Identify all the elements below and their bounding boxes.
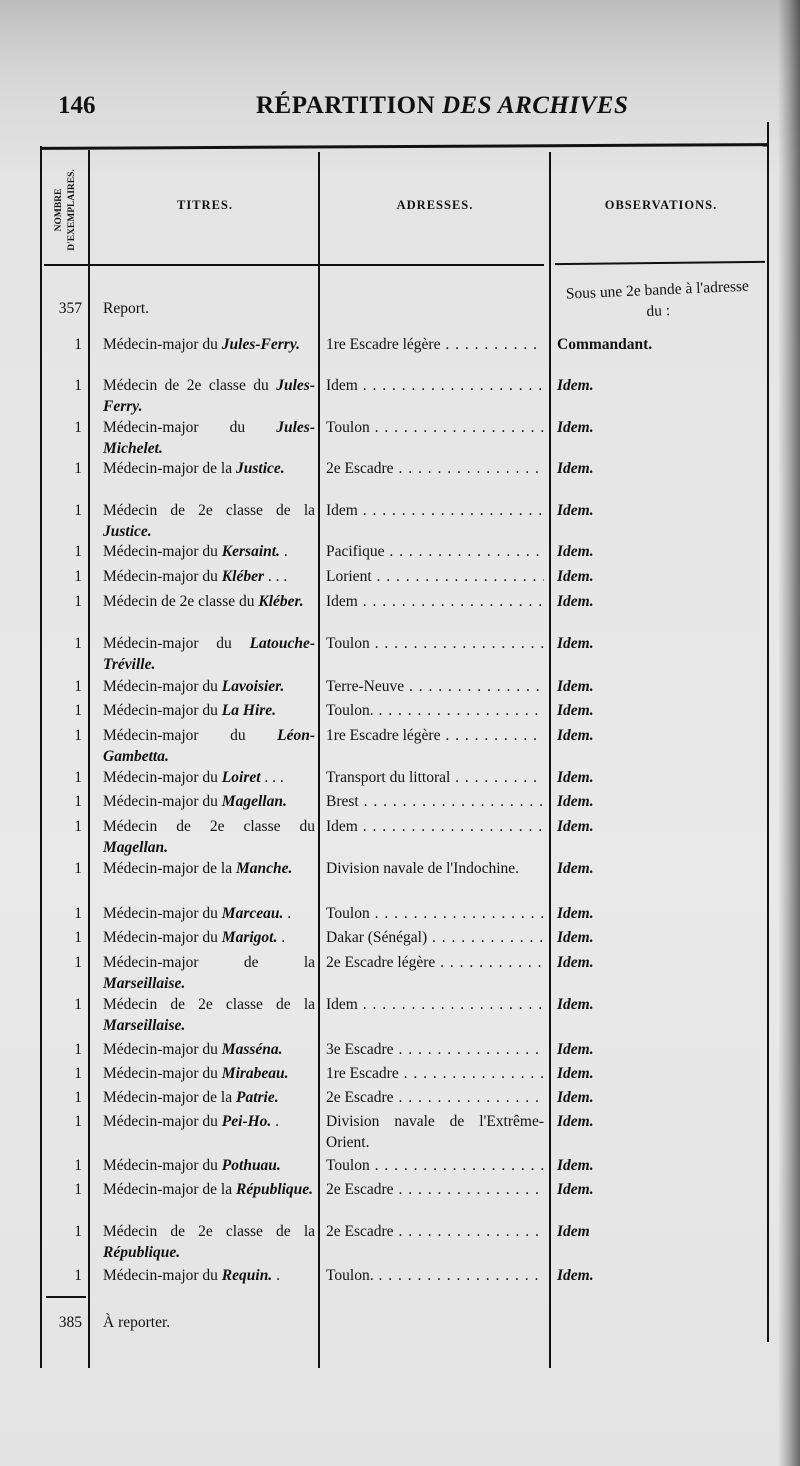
row-address xyxy=(326,725,544,746)
row-title xyxy=(103,1155,315,1176)
row-observation: Commandant. xyxy=(557,336,653,353)
row-ship-name: Marseillaise. xyxy=(103,975,186,992)
page-number: 146 xyxy=(58,92,96,119)
row-address-text: Transport du littoral xyxy=(326,769,451,786)
row-ship-name: Loiret xyxy=(221,769,261,786)
leader-dots xyxy=(440,727,544,744)
row-address-text: 1re Escadre légère xyxy=(326,336,441,353)
row-count: 1 xyxy=(74,727,82,744)
row-count: 1 xyxy=(74,502,82,519)
row-address xyxy=(326,791,544,812)
row-observation: Idem. xyxy=(557,769,594,786)
row-title-text: Médecin-major du xyxy=(103,568,222,585)
row-count: 1 xyxy=(74,1041,82,1058)
row-observation: Idem. xyxy=(557,635,594,652)
row-title-text: Médecin-major du xyxy=(103,769,222,786)
count-header-line2: D'EXEMPLAIRES. xyxy=(67,169,77,251)
row-ship-name: Kléber xyxy=(221,568,264,585)
leader-dots xyxy=(385,543,544,560)
row-title xyxy=(103,1179,315,1200)
row-address xyxy=(326,375,544,396)
leader-dots xyxy=(435,954,544,971)
row-title-text: Médecin-major du xyxy=(103,905,222,922)
leader-dots xyxy=(370,635,544,652)
header-bottom-rule-left xyxy=(44,264,544,266)
row-count: 1 xyxy=(74,793,82,810)
row-title xyxy=(103,676,315,697)
row-address-text: Idem xyxy=(326,818,358,835)
row-count: 1 xyxy=(74,769,82,786)
row-address-text: Dakar (Sénégal) xyxy=(326,929,428,946)
row-title xyxy=(103,725,315,767)
row-ship-name: Jules-Ferry. xyxy=(221,336,301,353)
row-observation: Idem xyxy=(557,1223,590,1240)
carry-label: À reporter. xyxy=(103,1314,171,1331)
leader-dots xyxy=(440,336,544,353)
row-address-text: Pacifique xyxy=(326,543,385,560)
row-ship-name: Jules-Michelet. xyxy=(103,419,315,457)
row-title-text: Médecin-major du xyxy=(103,336,222,353)
page-edge-shadow xyxy=(778,0,800,1466)
row-address xyxy=(326,458,544,479)
row-title-suffix: . . . xyxy=(263,568,288,585)
row-ship-name: Léon-Gambetta. xyxy=(103,727,315,765)
row-address-text: Idem xyxy=(326,502,358,519)
row-title xyxy=(103,791,315,812)
titres-col-rule xyxy=(318,152,320,1368)
running-head-part2: DES ARCHIVES xyxy=(441,92,629,119)
row-count: 1 xyxy=(74,702,82,719)
row-count: 1 xyxy=(74,905,82,922)
row-address-text: Toulon xyxy=(326,1157,370,1174)
row-address-text: 1re Escadre xyxy=(326,1065,399,1082)
leader-dots xyxy=(394,1223,544,1240)
row-ship-name: Marigot. xyxy=(221,929,278,946)
row-address xyxy=(326,1265,544,1286)
column-header-observations: OBSERVATIONS. xyxy=(604,198,718,212)
carry-count: 385 xyxy=(58,1314,82,1331)
count-col-rule xyxy=(88,150,90,1368)
row-title-text: Médecin de 2e classe de la xyxy=(103,996,315,1013)
row-address xyxy=(326,700,544,721)
row-title-text: Médecin-major du xyxy=(103,635,250,652)
row-address xyxy=(326,858,544,879)
row-observation: Idem. xyxy=(557,1267,594,1284)
row-title-text: Médecin-major de la xyxy=(103,954,315,971)
row-address xyxy=(326,816,544,837)
row-title xyxy=(103,541,315,562)
row-title xyxy=(103,994,315,1036)
row-address xyxy=(326,1111,544,1153)
row-ship-name: Marseillaise. xyxy=(103,1017,186,1034)
row-title xyxy=(103,816,315,858)
column-header-count xyxy=(44,160,88,260)
row-address xyxy=(326,994,544,1015)
leader-dots xyxy=(358,996,544,1013)
report-observation: Sous une 2e bande à l'adresse du : xyxy=(565,277,750,321)
running-head xyxy=(256,92,628,120)
row-address xyxy=(326,633,544,654)
row-title-suffix: . xyxy=(272,1267,280,1284)
row-address-text: Toulon. xyxy=(326,702,374,719)
row-ship-name: Justice. xyxy=(103,523,152,540)
row-title xyxy=(103,927,315,948)
row-ship-name: Kléber. xyxy=(258,593,304,610)
row-observation: Idem. xyxy=(557,905,594,922)
row-title-suffix: . xyxy=(283,905,292,922)
row-address-text: Idem xyxy=(326,593,358,610)
row-title xyxy=(103,700,315,721)
count-header-line1: NOMBRE xyxy=(54,188,64,232)
row-observation: Idem. xyxy=(557,954,594,971)
row-count: 1 xyxy=(74,460,82,477)
row-count: 1 xyxy=(74,1157,82,1174)
row-title-text: Médecin-major du xyxy=(103,929,222,946)
row-ship-name: Patrie. xyxy=(235,1089,279,1106)
row-observation: Idem. xyxy=(557,543,594,560)
row-title-suffix: . xyxy=(277,929,286,946)
row-address xyxy=(326,1179,544,1200)
row-observation: Idem. xyxy=(557,996,594,1013)
row-title xyxy=(103,1039,315,1060)
row-title xyxy=(103,952,315,994)
leader-dots xyxy=(358,593,544,610)
row-address xyxy=(326,417,544,438)
row-ship-name: Pei-Ho. xyxy=(221,1113,272,1130)
row-title-text: Médecin-major de la xyxy=(103,860,236,877)
row-title-suffix: . . . xyxy=(260,769,284,786)
row-title xyxy=(103,767,315,788)
row-address xyxy=(326,767,544,788)
row-title xyxy=(103,500,315,542)
row-address-text: 2e Escadre légère xyxy=(326,954,436,971)
row-title-text: Médecin-major du xyxy=(103,1065,222,1082)
row-ship-name: Magellan. xyxy=(103,839,169,856)
row-address-text: Toulon xyxy=(326,635,370,652)
running-head-part1: RÉPARTITION xyxy=(256,92,442,119)
leader-dots xyxy=(394,1181,544,1198)
row-observation: Idem. xyxy=(557,1181,594,1198)
row-title-text: Médecin de 2e classe du xyxy=(103,377,277,394)
row-observation: Idem. xyxy=(557,1065,594,1082)
row-count: 1 xyxy=(74,336,82,353)
row-address xyxy=(326,676,544,697)
row-address xyxy=(326,566,544,587)
row-title-text: Médecin-major du xyxy=(103,543,222,560)
row-ship-name: Jules-Ferry. xyxy=(103,377,315,415)
row-ship-name: Requin. xyxy=(221,1267,273,1284)
row-ship-name: Marceau. xyxy=(221,905,284,922)
row-title xyxy=(103,375,315,417)
row-title-text: Médecin-major de la xyxy=(103,1089,236,1106)
row-observation: Idem. xyxy=(557,419,594,436)
leader-dots xyxy=(372,568,544,585)
row-ship-name: Magellan. xyxy=(221,793,287,810)
leader-dots xyxy=(370,419,544,436)
row-observation: Idem. xyxy=(557,793,594,810)
row-title-text: Médecin-major du xyxy=(103,419,277,436)
row-count: 1 xyxy=(74,635,82,652)
row-address-text: 1re Escadre légère xyxy=(326,727,441,744)
row-title-text: Médecin-major du xyxy=(103,1041,222,1058)
row-address xyxy=(326,541,544,562)
row-count: 1 xyxy=(74,1113,82,1130)
leader-dots xyxy=(427,929,544,946)
row-observation: Idem. xyxy=(557,1113,594,1130)
row-observation: Idem. xyxy=(557,1041,594,1058)
row-observation: Idem. xyxy=(557,502,594,519)
row-title-text: Médecin-major du xyxy=(103,678,222,695)
row-address-text: Toulon. xyxy=(326,1267,374,1284)
leader-dots xyxy=(394,1041,544,1058)
row-title-text: Médecin-major du xyxy=(103,1157,222,1174)
row-address xyxy=(326,591,544,612)
report-label: Report. xyxy=(103,300,150,317)
row-address xyxy=(326,903,544,924)
row-title-text: Médecin de 2e classe de la xyxy=(103,502,315,519)
leader-dots xyxy=(374,1267,544,1284)
row-address xyxy=(326,1039,544,1060)
row-address-text: Idem xyxy=(326,377,358,394)
row-title-text: Médecin-major du xyxy=(103,1113,222,1130)
row-count: 1 xyxy=(74,996,82,1013)
row-address-text: Idem xyxy=(326,996,358,1013)
row-ship-name: Kersaint. xyxy=(221,543,280,560)
row-title-text: Médecin-major du xyxy=(103,793,222,810)
row-title xyxy=(103,1265,315,1286)
row-title xyxy=(103,1111,315,1132)
row-title xyxy=(103,633,315,675)
row-observation: Idem. xyxy=(557,818,594,835)
row-address-text: 2e Escadre xyxy=(326,1089,394,1106)
row-address xyxy=(326,1063,544,1084)
leader-dots xyxy=(404,678,544,695)
row-title xyxy=(103,1221,315,1263)
row-observation: Idem. xyxy=(557,593,594,610)
row-observation: Idem. xyxy=(557,727,594,744)
leader-dots xyxy=(358,377,544,394)
leader-dots xyxy=(358,502,544,519)
row-observation: Idem. xyxy=(557,678,594,695)
row-title xyxy=(103,591,315,612)
row-count: 1 xyxy=(74,678,82,695)
row-title xyxy=(103,858,315,879)
row-address xyxy=(326,1221,544,1242)
row-ship-name: Masséna. xyxy=(221,1041,283,1058)
row-address xyxy=(326,334,544,355)
row-count: 1 xyxy=(74,860,82,877)
row-title xyxy=(103,1087,315,1108)
row-title xyxy=(103,566,315,587)
row-address-text: 2e Escadre xyxy=(326,1181,394,1198)
table-top-rule xyxy=(40,143,768,150)
leader-dots xyxy=(370,1157,544,1174)
carry-rule xyxy=(46,1296,86,1298)
row-count: 1 xyxy=(74,1089,82,1106)
row-ship-name: Justice. xyxy=(235,460,285,477)
row-ship-name: République. xyxy=(103,1244,181,1261)
row-observation: Idem. xyxy=(557,860,594,877)
row-address xyxy=(326,927,544,948)
leader-dots xyxy=(358,818,544,835)
row-title-suffix: . xyxy=(279,543,288,560)
column-header-titres: TITRES. xyxy=(177,198,233,212)
row-address-text: Division navale de l'Extrême-Orient. xyxy=(326,1113,544,1151)
row-count: 1 xyxy=(74,1065,82,1082)
row-address-text: Division navale de l'Indochine. xyxy=(326,860,520,877)
row-title-text: Médecin-major de la xyxy=(103,460,236,477)
row-observation: Idem. xyxy=(557,1089,594,1106)
row-count: 1 xyxy=(74,377,82,394)
row-count: 1 xyxy=(74,1267,82,1284)
row-count: 1 xyxy=(74,954,82,971)
leader-dots xyxy=(450,769,544,786)
row-title xyxy=(103,1063,315,1084)
row-address-text: Lorient xyxy=(326,568,372,585)
row-title-text: Médecin de 2e classe de la xyxy=(103,1223,315,1240)
row-address-text: Terre-Neuve xyxy=(326,678,405,695)
row-title xyxy=(103,417,315,459)
row-ship-name: Mirabeau. xyxy=(221,1065,289,1082)
row-address xyxy=(326,500,544,521)
row-observation: Idem. xyxy=(557,568,594,585)
row-title-text: Médecin de 2e classe du xyxy=(103,818,315,835)
header-bottom-rule-right xyxy=(555,261,765,265)
row-ship-name: Latouche-Tréville. xyxy=(103,635,315,673)
row-count: 1 xyxy=(74,419,82,436)
report-count: 357 xyxy=(58,300,82,317)
leader-dots xyxy=(359,793,544,810)
row-observation: Idem. xyxy=(557,702,594,719)
row-ship-name: République. xyxy=(235,1181,314,1198)
leader-dots xyxy=(394,1089,544,1106)
row-count: 1 xyxy=(74,543,82,560)
adresses-col-rule xyxy=(549,152,551,1368)
row-count: 1 xyxy=(74,1223,82,1240)
row-title-text: Médecin-major du xyxy=(103,1267,222,1284)
row-address-text: Brest xyxy=(326,793,359,810)
leader-dots xyxy=(370,905,544,922)
row-address-text: 3e Escadre xyxy=(326,1041,394,1058)
row-title xyxy=(103,458,315,479)
row-address xyxy=(326,952,544,973)
row-address-text: Toulon xyxy=(326,905,370,922)
row-observation: Idem. xyxy=(557,460,594,477)
row-ship-name: Lavoisier. xyxy=(221,678,285,695)
row-address xyxy=(326,1087,544,1108)
leader-dots xyxy=(374,702,544,719)
row-count: 1 xyxy=(74,818,82,835)
row-ship-name: Pothuau. xyxy=(221,1157,281,1174)
row-title-suffix: . xyxy=(271,1113,280,1130)
row-title-text: Médecin-major du xyxy=(103,727,278,744)
row-title-text: Médecin de 2e classe du xyxy=(103,593,259,610)
row-title xyxy=(103,903,315,924)
leader-dots xyxy=(394,460,544,477)
row-address-text: 2e Escadre xyxy=(326,1223,394,1240)
row-title-text: Médecin-major du xyxy=(103,702,222,719)
leader-dots xyxy=(399,1065,544,1082)
row-observation: Idem. xyxy=(557,1157,594,1174)
row-address-text: Toulon xyxy=(326,419,370,436)
table-right-rule xyxy=(767,122,769,1342)
row-title-text: Médecin-major de la xyxy=(103,1181,236,1198)
row-count: 1 xyxy=(74,929,82,946)
column-header-adresses: ADRESSES. xyxy=(396,198,474,212)
row-observation: Idem. xyxy=(557,929,594,946)
row-observation: Idem. xyxy=(557,377,594,394)
row-ship-name: Manche. xyxy=(235,860,293,877)
row-ship-name: La Hire. xyxy=(221,702,277,719)
row-title xyxy=(103,334,315,355)
row-address-text: 2e Escadre xyxy=(326,460,394,477)
row-count: 1 xyxy=(74,593,82,610)
row-address xyxy=(326,1155,544,1176)
row-count: 1 xyxy=(74,568,82,585)
row-count: 1 xyxy=(74,1181,82,1198)
